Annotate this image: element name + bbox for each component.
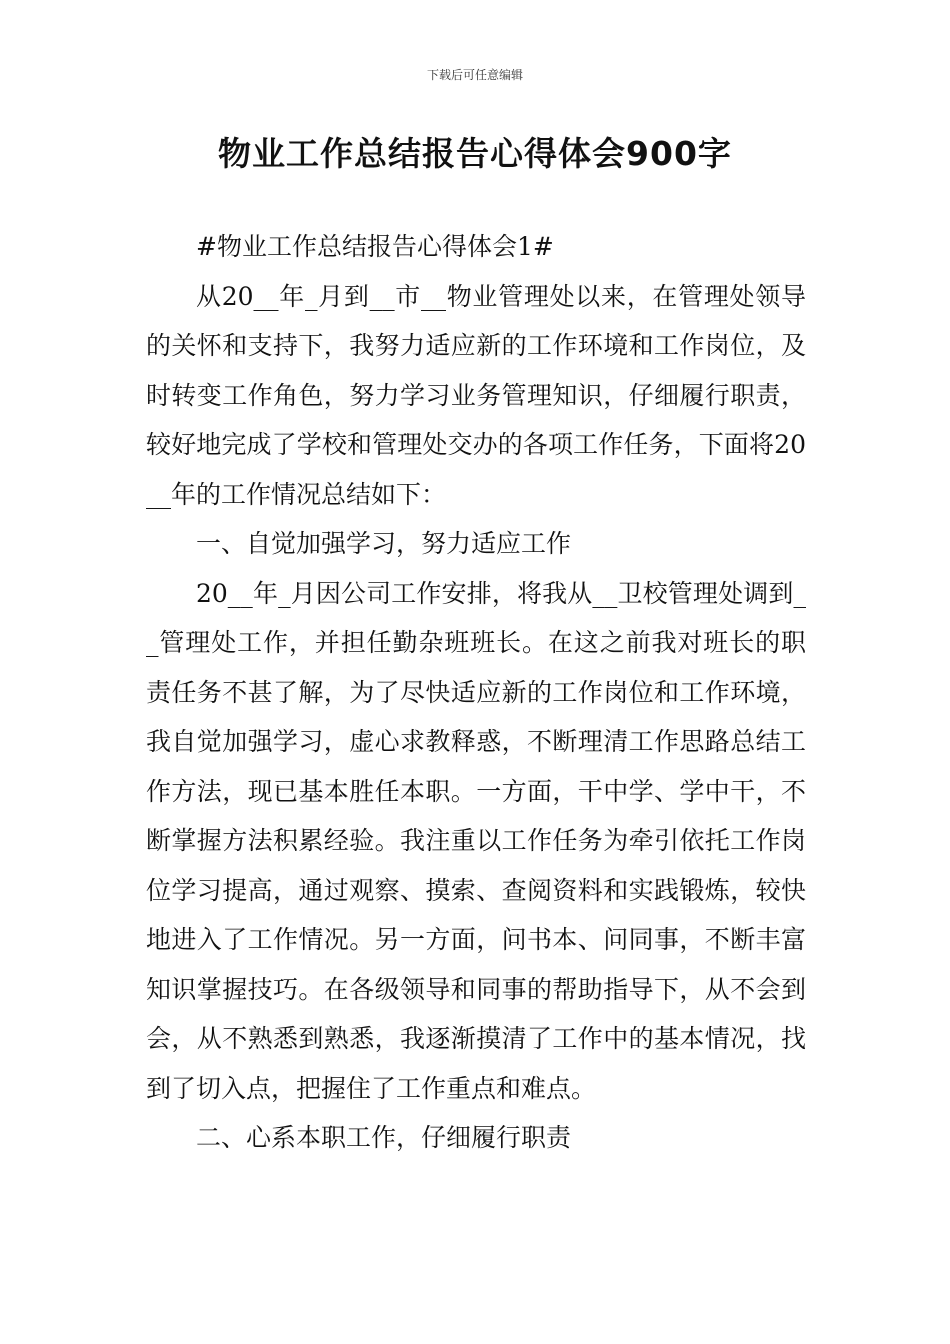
section-heading-2: 二、心系本职工作，仔细履行职责 bbox=[196, 1123, 572, 1152]
document-title: 物业工作总结报告心得体会900字 bbox=[218, 134, 732, 173]
document-body bbox=[146, 222, 806, 1163]
section-marker: #物业工作总结报告心得体会1# bbox=[196, 232, 554, 261]
intro-paragraph: 从20__年_月到__市__物业管理处以来，在管理处领导的关怀和支持下，我努力适应新的工作环境和工作岗位，及时转变工作角色，努力学习业务管理知识，仔细履行职责，较好地完成了学校和管理处交办的各项工作任务，下面将20__年的工作情况总结如下： bbox=[146, 281, 806, 509]
header-note: 下载后可任意编辑 bbox=[426, 68, 523, 82]
section-1-paragraph: 20__年_月因公司工作安排，将我从__卫校管理处调到__管理处工作，并担任勤杂班班长。在这之前我对班长的职责任务不甚了解，为了尽快适应新的工作岗位和工作环境，我自觉加强学习，虚心求教释惑，不断理清工作思路总结工作方法，现已基本胜任本职。一方面，干中学、学中干，不断掌握方法积累经验。我注重以工作任务为牵引依托工作岗位学习提高，通过观察、摸索、查阅资料和实践锻炼，较快地进入了工作情况。另一方面，问书本、问同事，不断丰富知识掌握技巧。在各级领导和同事的帮助指导下，从不会到会，从不熟悉到熟悉，我逐渐摸清了工作中的基本情况，找到了切入点，把握住了工作重点和难点。 bbox=[146, 578, 806, 1103]
section-heading-1: 一、自觉加强学习，努力适应工作 bbox=[196, 529, 572, 558]
